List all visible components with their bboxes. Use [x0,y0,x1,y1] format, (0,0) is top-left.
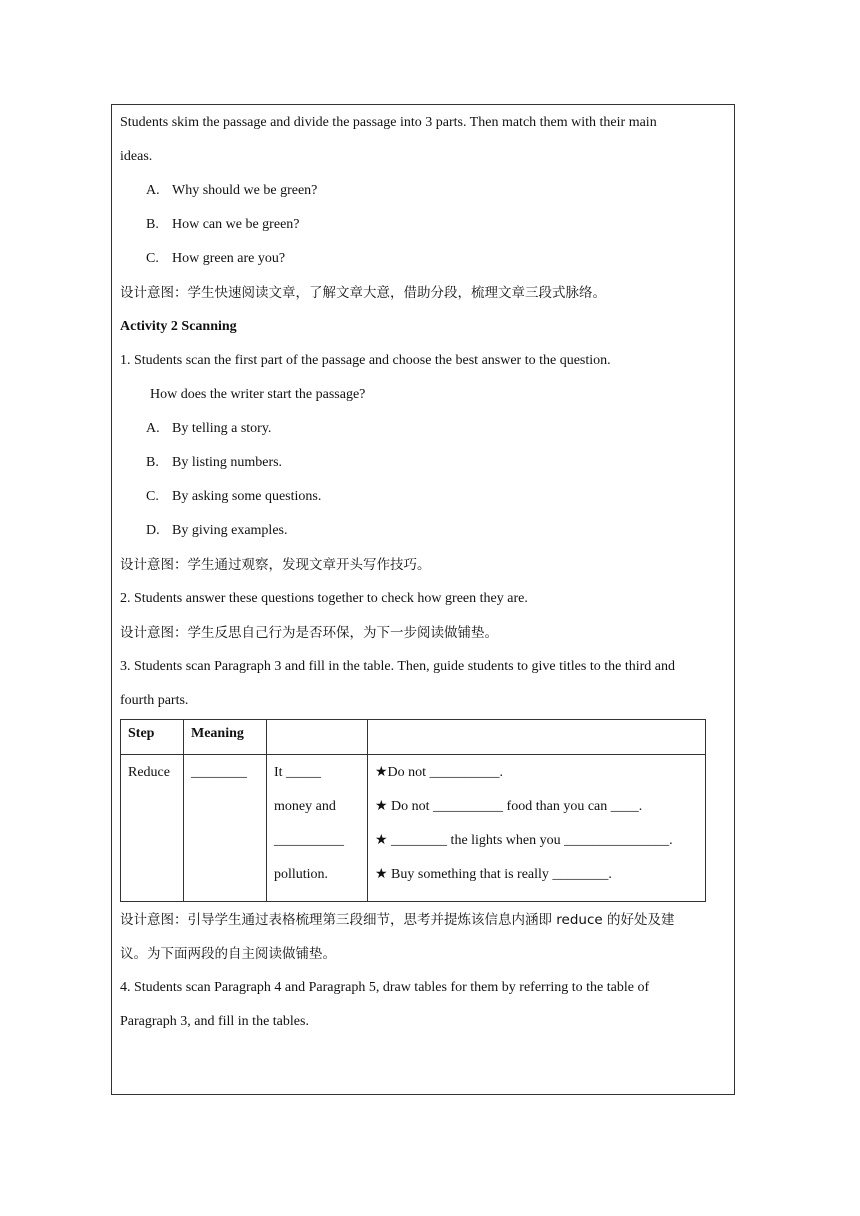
question-1-prompt: How does the writer start the passage? [150,387,366,402]
intro-line-2: ideas. [120,149,153,164]
option-text: How can we be green? [172,217,300,232]
step-value: Reduce [128,765,170,780]
option-letter: C. [146,489,159,504]
meaning-blank: ________ [191,765,247,780]
intro-line-1: Students skim the passage and divide the passage into 3 parts. Then match them with their main [120,115,657,130]
option-letter: B. [146,455,159,470]
activity-2-heading: Activity 2 Scanning [120,319,237,334]
option-text: By telling a story. [172,421,272,436]
option-text: Why should we be green? [172,183,318,198]
suggestion-line: ★ Do not __________ food than you can ____. [375,799,643,814]
option-letter: C. [146,251,159,266]
suggestion-line: ★ ________ the lights when you _______________. [375,833,673,848]
question-1: 1. Students scan the first part of the passage and choose the best answer to the question. [120,353,611,368]
header-step: Step [121,720,184,755]
question-4-line-1: 4. Students scan Paragraph 4 and Paragraph 5, draw tables for them by referring to the table of [120,980,650,995]
question-4-line-2: Paragraph 3, and fill in the tables. [120,1014,309,1029]
header-blank-2 [368,720,706,755]
main-idea-option-b [120,213,726,247]
q1-option-b [120,451,726,485]
question-2: 2. Students answer these questions together to check how green they are. [120,591,528,606]
benefit-line: It _____ [274,765,322,780]
question-3-line-2: fourth parts. [120,693,189,708]
option-letter: A. [146,421,160,436]
option-text: By asking some questions. [172,489,322,504]
option-letter: D. [146,523,160,538]
suggestion-line: ★ Buy something that is really ________. [375,867,612,882]
cell-step [121,755,184,902]
design-intent-4-line-2: 议。为下面两段的自主阅读做铺垫。 [120,946,336,962]
cell-suggestions [368,755,706,902]
main-idea-option-c [120,247,726,281]
design-intent-3: 设计意图：学生反思自己行为是否环保，为下一步阅读做铺垫。 [120,625,498,641]
question-3-line-1: 3. Students scan Paragraph 3 and fill in the table. Then, guide students to give titles to the third and [120,659,675,674]
option-letter: B. [146,217,159,232]
design-intent-4-line-1: 设计意图：引导学生通过表格梳理第三段细节，思考并提炼该信息内涵即 reduce 的好处及建 [120,912,675,928]
benefit-line: __________ [274,833,344,848]
design-intent-2: 设计意图：学生通过观察，发现文章开头写作技巧。 [120,557,431,573]
main-idea-option-a [120,179,726,213]
q1-option-a [120,417,726,451]
header-blank-1 [267,720,368,755]
table-row [121,755,706,902]
benefit-line: money and [274,799,336,814]
design-intent-1: 设计意图：学生快速阅读文章，了解文章大意，借助分段，梳理文章三段式脉络。 [120,285,606,301]
cell-benefit [267,755,368,902]
lesson-plan-frame [111,104,735,1095]
cell-meaning [184,755,267,902]
header-meaning: Meaning [184,720,267,755]
option-text: By giving examples. [172,523,288,538]
table-header-row [121,720,706,755]
reduce-table [120,719,706,902]
option-text: By listing numbers. [172,455,283,470]
option-text: How green are you? [172,251,286,266]
lesson-content [120,111,726,1044]
suggestion-line: ★Do not __________. [375,765,504,780]
option-letter: A. [146,183,160,198]
q1-option-c [120,485,726,519]
q1-option-d [120,519,726,553]
benefit-line: pollution. [274,867,329,882]
